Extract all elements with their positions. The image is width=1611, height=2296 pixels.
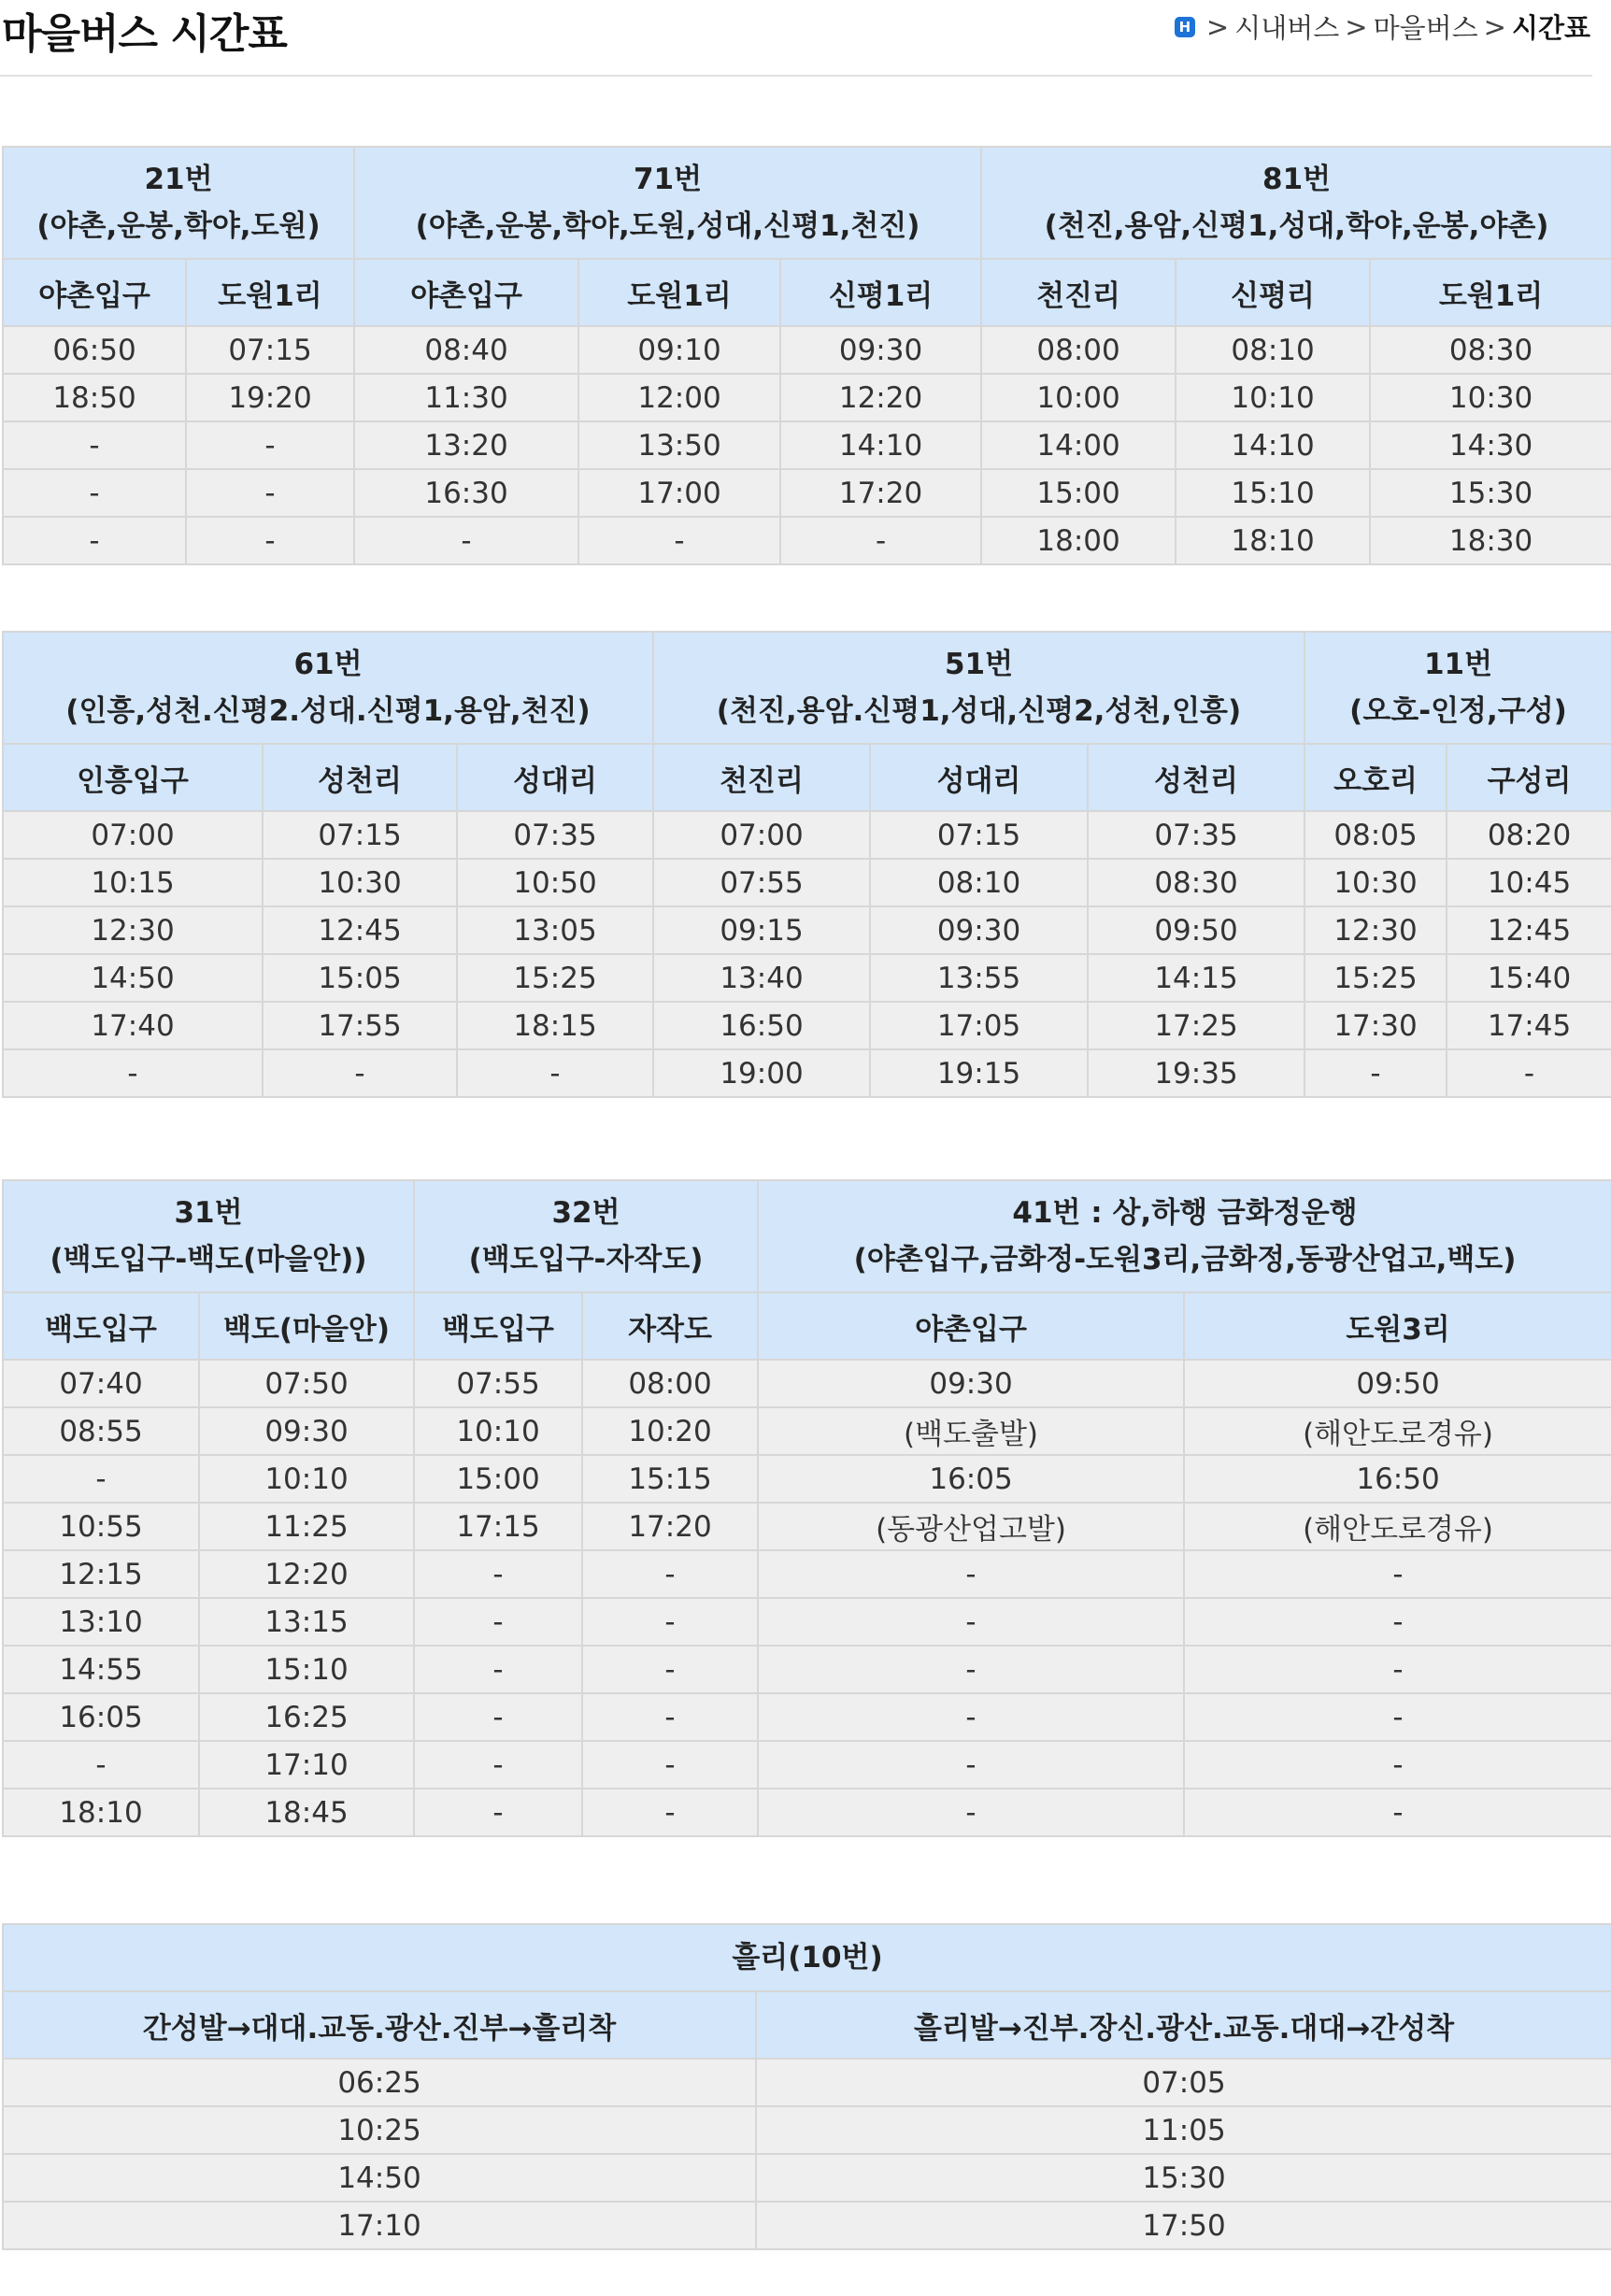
table-row: [3, 1503, 1611, 1550]
time-cell: (백도출발): [758, 1407, 1184, 1455]
route-header-row: [3, 1924, 1611, 1991]
time-cell: 07:50: [199, 1360, 414, 1407]
time-cell: -: [1184, 1741, 1611, 1789]
time-cell: -: [3, 517, 186, 564]
time-cell: 14:55: [3, 1646, 199, 1693]
stop-header: 야촌입구: [3, 259, 186, 326]
time-cell: 10:20: [582, 1407, 758, 1455]
time-cell: 08:00: [582, 1360, 758, 1407]
time-cell: -: [3, 1741, 199, 1789]
stop-header: 도원1리: [578, 259, 780, 326]
breadcrumb: [1175, 7, 1590, 46]
chevron-right-icon: >: [1483, 10, 1506, 43]
stop-header: 성대리: [457, 744, 653, 811]
time-cell: 17:10: [3, 2202, 756, 2249]
time-cell: 17:50: [756, 2202, 1611, 2249]
time-cell: 10:55: [3, 1503, 199, 1550]
time-cell: 08:40: [354, 326, 578, 374]
time-cell: -: [758, 1550, 1184, 1598]
stop-header: 오호리: [1304, 744, 1447, 811]
time-cell: 13:05: [457, 906, 653, 954]
time-cell: 07:55: [414, 1360, 582, 1407]
time-cell: 09:50: [1184, 1360, 1611, 1407]
time-cell: 11:05: [756, 2106, 1611, 2154]
table-row: [3, 1002, 1611, 1049]
time-cell: (해안도로경유): [1184, 1503, 1611, 1550]
time-cell: (동광산업고발): [758, 1503, 1184, 1550]
table-row: [3, 954, 1611, 1002]
time-cell: -: [414, 1741, 582, 1789]
time-cell: 14:15: [1088, 954, 1304, 1002]
stop-header: 도원3리: [1184, 1292, 1611, 1360]
stop-header: 간성발→대대.교동.광산.진부→흘리착: [3, 1991, 756, 2059]
time-cell: 13:55: [870, 954, 1088, 1002]
route-cell-61: 61번 (인흥,성천.신평2.성대.신평1,용암,천진): [3, 632, 653, 744]
table-row: [3, 1693, 1611, 1741]
time-cell: -: [414, 1598, 582, 1646]
table-row: [3, 1360, 1611, 1407]
time-cell: 07:35: [457, 811, 653, 859]
time-cell: 07:05: [756, 2059, 1611, 2106]
time-cell: 12:30: [1304, 906, 1447, 954]
time-cell: 14:10: [1176, 421, 1370, 469]
chevron-right-icon: >: [1205, 10, 1230, 43]
breadcrumb-item-timetable: 시간표: [1511, 12, 1590, 44]
time-cell: 10:25: [3, 2106, 756, 2154]
stop-header: 성대리: [870, 744, 1088, 811]
time-cell: 19:00: [653, 1049, 870, 1097]
time-cell: 17:20: [780, 469, 981, 517]
timetable-4: [2, 1923, 1611, 2250]
time-cell: 08:05: [1304, 811, 1447, 859]
time-cell: 07:00: [3, 811, 263, 859]
time-cell: 13:40: [653, 954, 870, 1002]
time-cell: -: [414, 1646, 582, 1693]
time-cell: 13:20: [354, 421, 578, 469]
time-cell: -: [758, 1646, 1184, 1693]
time-cell: 16:30: [354, 469, 578, 517]
stop-header-row: [3, 744, 1611, 811]
timetable-1: [2, 146, 1611, 565]
time-cell: -: [582, 1789, 758, 1836]
stop-header-row: [3, 259, 1611, 326]
stop-header: 성천리: [263, 744, 457, 811]
route-cell-31: 31번 (백도입구-백도(마을안)): [3, 1180, 414, 1292]
time-cell: -: [1447, 1049, 1611, 1097]
time-cell: 10:00: [981, 374, 1176, 421]
route-cell-21: 21번 (야촌,운봉,학야,도원): [3, 147, 354, 259]
time-cell: 10:45: [1447, 859, 1611, 906]
time-cell: 11:25: [199, 1503, 414, 1550]
table-row: [3, 1741, 1611, 1789]
time-cell: -: [3, 1049, 263, 1097]
table-row: [3, 2059, 1611, 2106]
stop-header: 야촌입구: [354, 259, 578, 326]
table-row: [3, 859, 1611, 906]
time-cell: 17:25: [1088, 1002, 1304, 1049]
route-cell-11: 11번 (오호-인정,구성): [1304, 632, 1611, 744]
time-cell: 19:35: [1088, 1049, 1304, 1097]
table-row: [3, 1550, 1611, 1598]
time-cell: -: [1184, 1598, 1611, 1646]
page-header: [0, 0, 1592, 77]
time-cell: 08:55: [3, 1407, 199, 1455]
stop-header: 도원1리: [186, 259, 354, 326]
time-cell: -: [414, 1693, 582, 1741]
time-cell: 09:30: [870, 906, 1088, 954]
time-cell: 07:15: [186, 326, 354, 374]
table-row: [3, 1789, 1611, 1836]
time-cell: 09:10: [578, 326, 780, 374]
time-cell: -: [758, 1598, 1184, 1646]
time-cell: 10:30: [263, 859, 457, 906]
time-cell: 15:15: [582, 1455, 758, 1503]
time-cell: -: [1184, 1789, 1611, 1836]
time-cell: -: [3, 421, 186, 469]
time-cell: 18:30: [1370, 517, 1611, 564]
stop-header: 성천리: [1088, 744, 1304, 811]
time-cell: 16:05: [758, 1455, 1184, 1503]
time-cell: 12:45: [1447, 906, 1611, 954]
page-title: 마을버스 시간표: [2, 10, 287, 58]
timetable-3: [2, 1179, 1611, 1837]
time-cell: -: [1184, 1693, 1611, 1741]
time-cell: 15:00: [981, 469, 1176, 517]
time-cell: 07:35: [1088, 811, 1304, 859]
time-cell: 17:40: [3, 1002, 263, 1049]
time-cell: 15:30: [1370, 469, 1611, 517]
time-cell: 09:30: [780, 326, 981, 374]
stop-header: 신평1리: [780, 259, 981, 326]
time-cell: 10:10: [1176, 374, 1370, 421]
table-row: [3, 1646, 1611, 1693]
time-cell: -: [457, 1049, 653, 1097]
time-cell: 15:25: [1304, 954, 1447, 1002]
time-cell: -: [354, 517, 578, 564]
home-icon[interactable]: H: [1175, 17, 1195, 37]
time-cell: 08:30: [1370, 326, 1611, 374]
time-cell: 08:30: [1088, 859, 1304, 906]
time-cell: 13:15: [199, 1598, 414, 1646]
time-cell: -: [1184, 1646, 1611, 1693]
stop-header: 천진리: [981, 259, 1176, 326]
time-cell: 15:10: [1176, 469, 1370, 517]
table-row: [3, 374, 1611, 421]
time-cell: -: [780, 517, 981, 564]
time-cell: 07:15: [263, 811, 457, 859]
time-cell: 07:55: [653, 859, 870, 906]
time-cell: -: [186, 517, 354, 564]
time-cell: 18:50: [3, 374, 186, 421]
time-cell: 17:45: [1447, 1002, 1611, 1049]
table-row: [3, 421, 1611, 469]
time-cell: 16:05: [3, 1693, 199, 1741]
time-cell: 14:30: [1370, 421, 1611, 469]
time-cell: 18:10: [3, 1789, 199, 1836]
table-row: [3, 1407, 1611, 1455]
table-row: [3, 2106, 1611, 2154]
table-row: [3, 1455, 1611, 1503]
route-header-row: [3, 1180, 1611, 1292]
stop-header-row: [3, 1292, 1611, 1360]
time-cell: 08:00: [981, 326, 1176, 374]
time-cell: 12:20: [199, 1550, 414, 1598]
stop-header: 백도입구: [414, 1292, 582, 1360]
stop-header-row: [3, 1991, 1611, 2059]
time-cell: -: [582, 1598, 758, 1646]
time-cell: -: [3, 1455, 199, 1503]
stop-header: 구성리: [1447, 744, 1611, 811]
time-cell: 18:00: [981, 517, 1176, 564]
time-cell: 12:45: [263, 906, 457, 954]
time-cell: 14:50: [3, 2154, 756, 2202]
time-cell: 10:15: [3, 859, 263, 906]
route-cell-41: 41번 : 상,하행 금화정운행 (야촌입구,금화정-도원3리,금화정,동광산업고,백도): [758, 1180, 1611, 1292]
time-cell: 14:00: [981, 421, 1176, 469]
table-row: [3, 469, 1611, 517]
time-cell: -: [582, 1646, 758, 1693]
stop-header: 인흥입구: [3, 744, 263, 811]
route-cell-81: 81번 (천진,용암,신평1,성대,학야,운봉,야촌): [981, 147, 1611, 259]
time-cell: 13:10: [3, 1598, 199, 1646]
stop-header: 자작도: [582, 1292, 758, 1360]
time-cell: 06:50: [3, 326, 186, 374]
time-cell: -: [186, 421, 354, 469]
time-cell: 09:50: [1088, 906, 1304, 954]
time-cell: 15:40: [1447, 954, 1611, 1002]
stop-header: 도원1리: [1370, 259, 1611, 326]
time-cell: 14:10: [780, 421, 981, 469]
table-row: [3, 517, 1611, 564]
time-cell: 15:00: [414, 1455, 582, 1503]
time-cell: 17:55: [263, 1002, 457, 1049]
time-cell: 12:00: [578, 374, 780, 421]
time-cell: 10:10: [199, 1455, 414, 1503]
time-cell: 12:30: [3, 906, 263, 954]
time-cell: 10:50: [457, 859, 653, 906]
table-row: [3, 1049, 1611, 1097]
time-cell: 15:25: [457, 954, 653, 1002]
time-cell: 16:50: [653, 1002, 870, 1049]
time-cell: 07:40: [3, 1360, 199, 1407]
time-cell: 08:10: [1176, 326, 1370, 374]
time-cell: 09:30: [758, 1360, 1184, 1407]
breadcrumb-item-city-bus[interactable]: 시내버스: [1234, 12, 1340, 44]
breadcrumb-item-village-bus[interactable]: 마을버스: [1373, 12, 1478, 44]
time-cell: 08:20: [1447, 811, 1611, 859]
time-cell: 10:30: [1370, 374, 1611, 421]
time-cell: -: [758, 1789, 1184, 1836]
time-cell: -: [582, 1693, 758, 1741]
table-row: [3, 326, 1611, 374]
time-cell: 17:30: [1304, 1002, 1447, 1049]
time-cell: 16:50: [1184, 1455, 1611, 1503]
stop-header: 야촌입구: [758, 1292, 1184, 1360]
time-cell: 17:10: [199, 1741, 414, 1789]
time-cell: -: [414, 1550, 582, 1598]
route-cell-10: 흘리(10번): [3, 1924, 1611, 1991]
time-cell: 10:10: [414, 1407, 582, 1455]
time-cell: 09:15: [653, 906, 870, 954]
time-cell: 09:30: [199, 1407, 414, 1455]
route-cell-71: 71번 (야촌,운봉,학야,도원,성대,신평1,천진): [354, 147, 981, 259]
time-cell: -: [3, 469, 186, 517]
time-cell: 08:10: [870, 859, 1088, 906]
time-cell: -: [758, 1741, 1184, 1789]
time-cell: 18:45: [199, 1789, 414, 1836]
timetable-2: [2, 631, 1611, 1098]
time-cell: -: [1184, 1550, 1611, 1598]
stop-header: 흘리발→진부.장신.광산.교동.대대→간성착: [756, 1991, 1611, 2059]
stop-header: 백도입구: [3, 1292, 199, 1360]
time-cell: -: [758, 1693, 1184, 1741]
table-row: [3, 2202, 1611, 2249]
table-row: [3, 811, 1611, 859]
time-cell: -: [582, 1741, 758, 1789]
time-cell: 15:10: [199, 1646, 414, 1693]
time-cell: 18:15: [457, 1002, 653, 1049]
time-cell: -: [186, 469, 354, 517]
time-cell: 10:30: [1304, 859, 1447, 906]
time-cell: 17:15: [414, 1503, 582, 1550]
time-cell: 18:10: [1176, 517, 1370, 564]
time-cell: 15:05: [263, 954, 457, 1002]
time-cell: -: [1304, 1049, 1447, 1097]
time-cell: 16:25: [199, 1693, 414, 1741]
time-cell: -: [578, 517, 780, 564]
table-row: [3, 1598, 1611, 1646]
route-cell-51: 51번 (천진,용암.신평1,성대,신평2,성천,인흥): [653, 632, 1304, 744]
chevron-right-icon: >: [1345, 10, 1368, 43]
route-header-row: [3, 147, 1611, 259]
time-cell: 17:20: [582, 1503, 758, 1550]
time-cell: 13:50: [578, 421, 780, 469]
table-row: [3, 2154, 1611, 2202]
stop-header: 천진리: [653, 744, 870, 811]
time-cell: 12:20: [780, 374, 981, 421]
time-cell: -: [263, 1049, 457, 1097]
time-cell: -: [414, 1789, 582, 1836]
time-cell: 17:00: [578, 469, 780, 517]
route-cell-32: 32번 (백도입구-자작도): [414, 1180, 758, 1292]
time-cell: 11:30: [354, 374, 578, 421]
time-cell: 12:15: [3, 1550, 199, 1598]
route-header-row: [3, 632, 1611, 744]
time-cell: 19:15: [870, 1049, 1088, 1097]
time-cell: 15:30: [756, 2154, 1611, 2202]
time-cell: 14:50: [3, 954, 263, 1002]
time-cell: 07:15: [870, 811, 1088, 859]
time-cell: 06:25: [3, 2059, 756, 2106]
table-row: [3, 906, 1611, 954]
time-cell: -: [582, 1550, 758, 1598]
time-cell: 17:05: [870, 1002, 1088, 1049]
stop-header: 백도(마을안): [199, 1292, 414, 1360]
time-cell: 07:00: [653, 811, 870, 859]
time-cell: (해안도로경유): [1184, 1407, 1611, 1455]
stop-header: 신평리: [1176, 259, 1370, 326]
time-cell: 19:20: [186, 374, 354, 421]
